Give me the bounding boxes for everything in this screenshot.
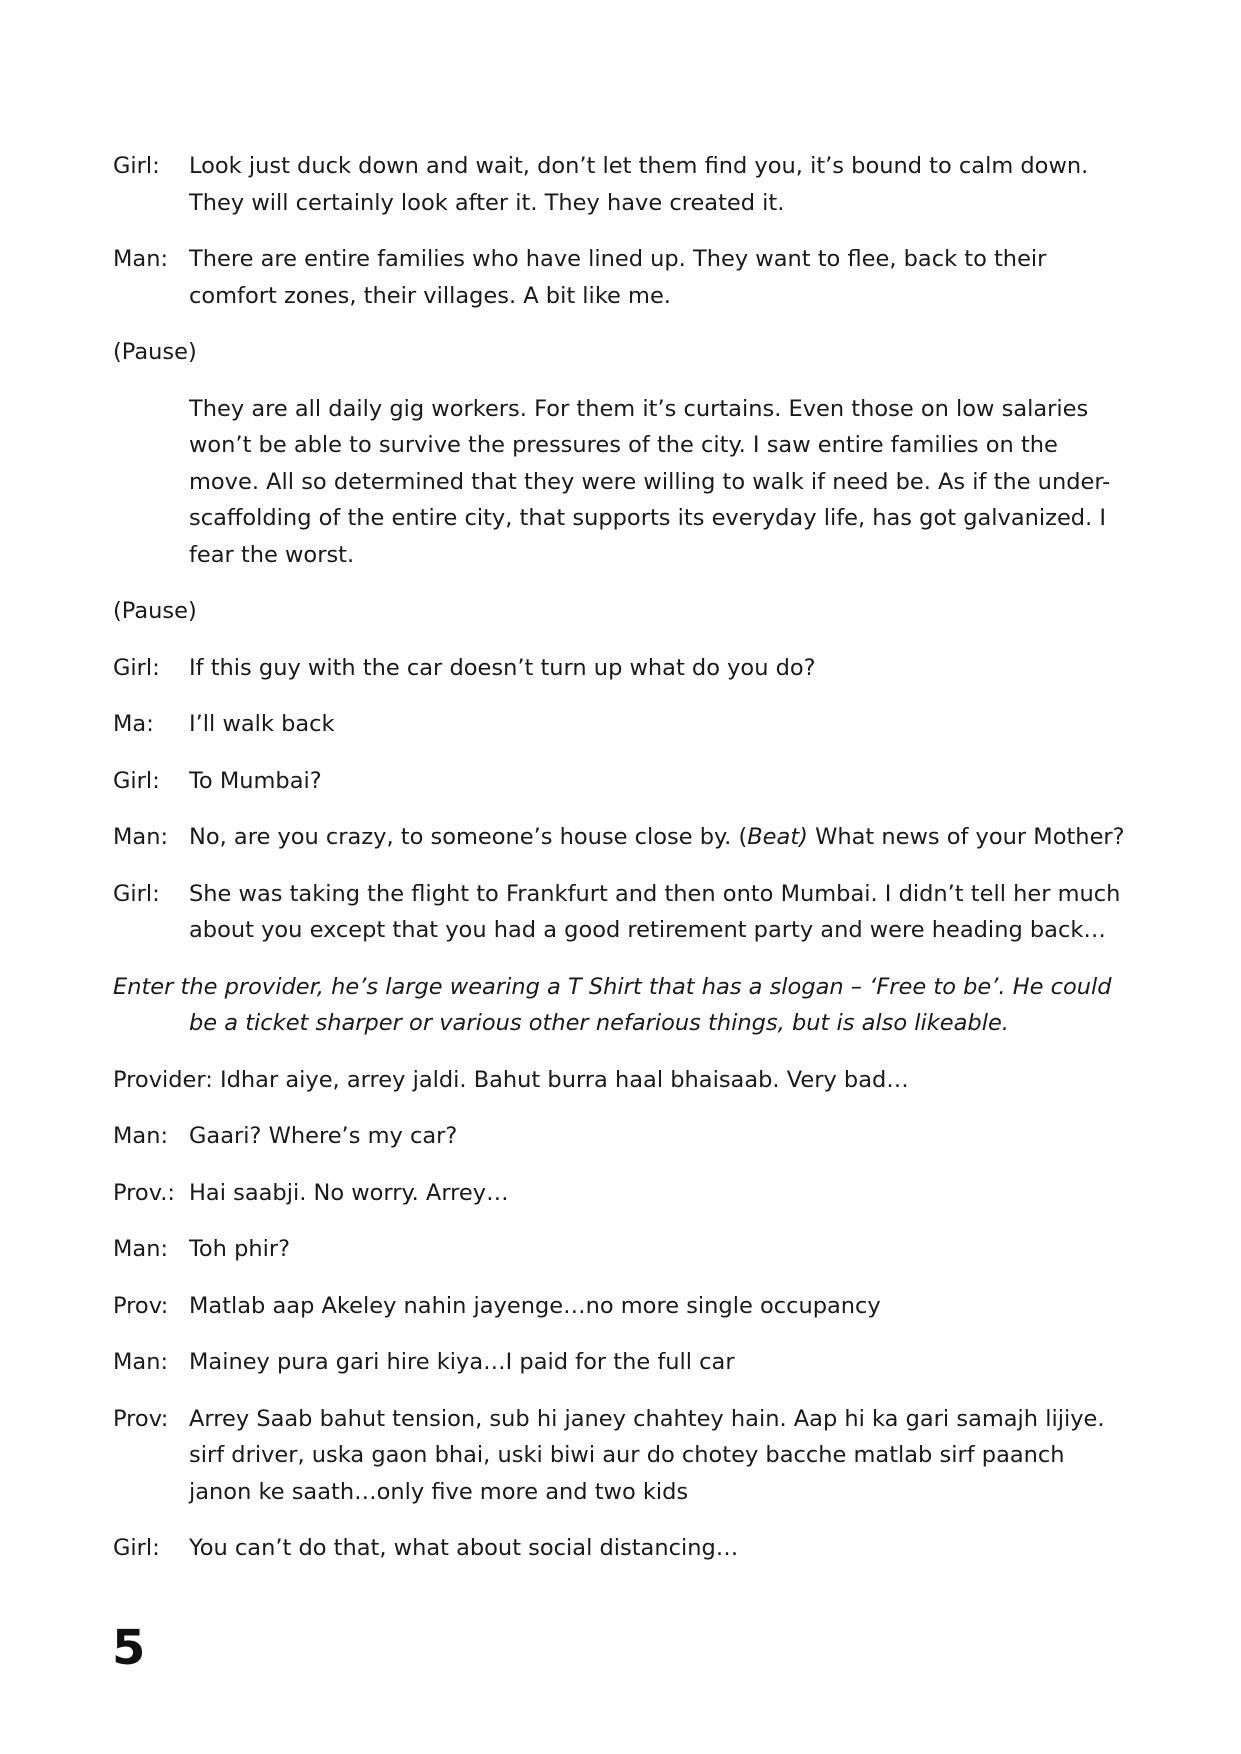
dialogue-line (113, 1401, 1133, 1511)
dialogue-text: Mainey pura gari hire kiya…I paid for the full car (189, 1349, 735, 1375)
speaker-name: Provider: (113, 1066, 213, 1093)
dialogue-text: Arrey Saab bahut tension, sub hi janey chahtey hain. Aap hi ka gari samajh lijiye. sirf driver, uska gaon bhai, uski biwi aur do chotey bacche matlab sirf paanch janon ke saath…only five more and two kids (189, 1405, 1105, 1505)
dialogue-line (113, 1530, 1133, 1567)
dialogue-text: What news of your Mother? (807, 824, 1125, 850)
dialogue-paragraph: They are all daily gig workers. For them it’s curtains. Even those on low salaries won’t be able to survive the pressures of the city. I saw entire families on the move. All so determined that they were willing to walk if need be. As if the under-scaffolding of the entire city, that supports its everyday life, has got galvanized. I fear the worst. (189, 395, 1111, 568)
dialogue-line (113, 1288, 1133, 1325)
dialogue-line (113, 148, 1133, 221)
speaker-name: Man: (113, 1349, 169, 1375)
dialogue-line (113, 819, 1133, 856)
dialogue-text: I’ll walk back (189, 711, 335, 737)
dialogue-line (113, 1118, 1133, 1155)
beat-direction: Beat) (747, 824, 808, 850)
dialogue-line (113, 1062, 1133, 1099)
dialogue-text: You can’t do that, what about social distancing… (189, 1535, 739, 1561)
dialogue-text: Gaari? Where’s my car? (189, 1123, 458, 1149)
stage-direction: Enter the provider, he’s large wearing a T Shirt that has a slogan – ‘Free to be’. He could be a ticket sharper or various other nefarious things, but is also likeable. (113, 973, 1112, 1036)
script-body (113, 148, 1133, 1587)
speaker-name: Girl: (113, 767, 160, 794)
speaker-name: Girl: (113, 880, 160, 907)
speaker-name: Man: (113, 246, 169, 272)
speaker-name: Girl: (113, 1535, 160, 1561)
dialogue-text: No, are you crazy, to someone’s house close by. ( (189, 824, 748, 850)
dialogue-line (113, 763, 1133, 800)
speaker-name: Man: (113, 1236, 169, 1262)
dialogue-text: Look just duck down and wait, don’t let them find you, it’s bound to calm down. They will certainly look after it. They have created it. (189, 153, 1089, 216)
dialogue-line (113, 650, 1133, 687)
dialogue-line (113, 876, 1133, 949)
dialogue-text: To Mumbai? (189, 767, 322, 794)
speaker-name: Prov: (113, 1405, 169, 1432)
dialogue-text: She was taking the flight to Frankfurt and then onto Mumbai. I didn’t tell her much about you except that you had a good retirement party and were heading back… (189, 880, 1121, 943)
dialogue-line (113, 1344, 1133, 1381)
speaker-name: Ma: (113, 711, 154, 737)
speaker-name: Girl: (113, 654, 160, 681)
dialogue-text: If this guy with the car doesn’t turn up what do you do? (189, 654, 816, 681)
dialogue-line (113, 241, 1133, 314)
dialogue-text: Idhar aiye, arrey jaldi. Bahut burra haal bhaisaab. Very bad… (219, 1066, 909, 1093)
dialogue-text: There are entire families who have lined up. They want to flee, back to their comfort zones, their villages. A bit like me. (189, 246, 1047, 309)
dialogue-text: Toh phir? (189, 1236, 291, 1262)
dialogue-line (113, 706, 1133, 743)
dialogue-line (113, 1175, 1133, 1212)
pause-direction: (Pause) (113, 339, 197, 365)
dialogue-line (113, 1231, 1133, 1268)
page-number: 5 (112, 1620, 146, 1676)
speaker-name: Man: (113, 824, 169, 850)
speaker-name: Man: (113, 1123, 169, 1149)
dialogue-text: Hai saabji. No worry. Arrey… (189, 1179, 509, 1206)
pause-direction: (Pause) (113, 598, 197, 624)
speaker-name: Girl: (113, 153, 160, 179)
speaker-name: Prov.: (113, 1179, 175, 1206)
speaker-name: Prov: (113, 1292, 169, 1319)
dialogue-text: Matlab aap Akeley nahin jayenge…no more single occupancy (189, 1292, 881, 1319)
